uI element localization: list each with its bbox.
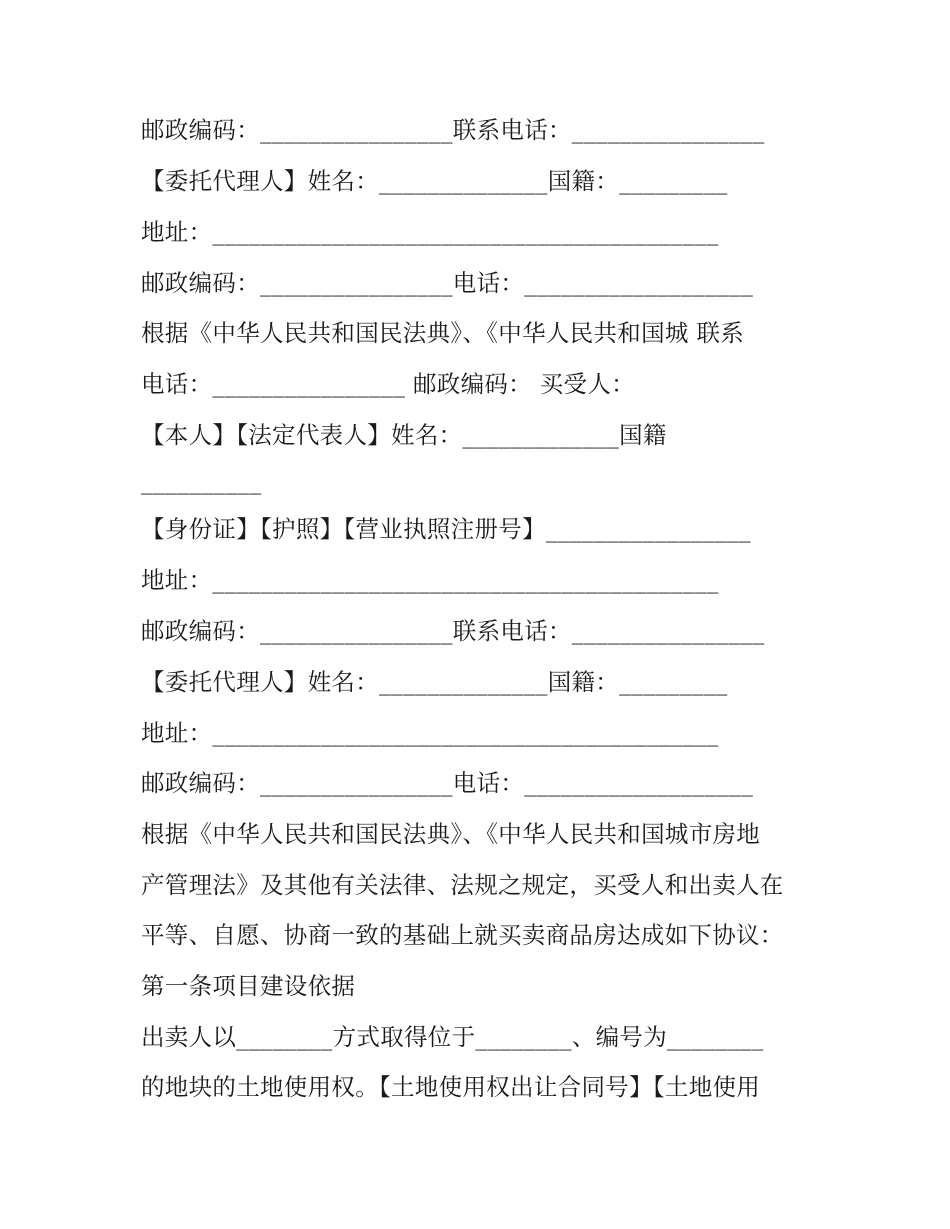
land-use-right-line: 的地块的土地使用权。【土地使用权出让合同号】【土地使用 xyxy=(141,1073,761,1101)
nationality-blank-line: __________ xyxy=(141,467,262,495)
agent-name-nationality-line: 【委托代理人】姓名：______________国籍：_________ xyxy=(141,668,728,696)
id-document-line: 【身份证】【护照】【营业执照注册号】_________________ xyxy=(141,515,751,543)
postal-phone-line: 邮政编码：________________联系电话：________________ xyxy=(141,617,765,645)
postal-phone-line: 邮政编码：________________电话：___________________ xyxy=(141,269,754,297)
address-line: 地址：__________________________________________ xyxy=(141,719,719,747)
postal-phone-line: 邮政编码：________________联系电话：________________ xyxy=(141,116,765,144)
address-line: 地址：__________________________________________ xyxy=(141,566,719,594)
legal-basis-paragraph-line: 根据《中华人民共和国民法典》、《中华人民共和国城市房地 xyxy=(141,820,761,848)
address-line: 地址：__________________________________________ xyxy=(141,218,719,246)
agent-name-nationality-line: 【委托代理人】姓名：______________国籍：_________ xyxy=(141,167,728,195)
buyer-name-nationality-line: 【本人】【法定代表人】姓名：_____________国籍 xyxy=(141,421,667,449)
legal-basis-line: 根据《中华人民共和国民法典》、《中华人民共和国城 联系 xyxy=(141,319,745,347)
legal-basis-paragraph-line: 产管理法》及其他有关法律、法规之规定，买受人和出卖人在 xyxy=(141,871,784,899)
postal-phone-line: 邮政编码：________________电话：___________________ xyxy=(141,769,754,797)
legal-basis-paragraph-line: 平等、自愿、协商一致的基础上就买卖商品房达成如下协议： xyxy=(141,921,784,949)
phone-postal-buyer-line: 电话：________________ 邮政编码： 买受人： xyxy=(141,370,635,398)
land-acquisition-line: 出卖人以________方式取得位于________、编号为________ xyxy=(141,1023,764,1051)
article-one-heading: 第一条项目建设依据 xyxy=(141,972,356,1000)
